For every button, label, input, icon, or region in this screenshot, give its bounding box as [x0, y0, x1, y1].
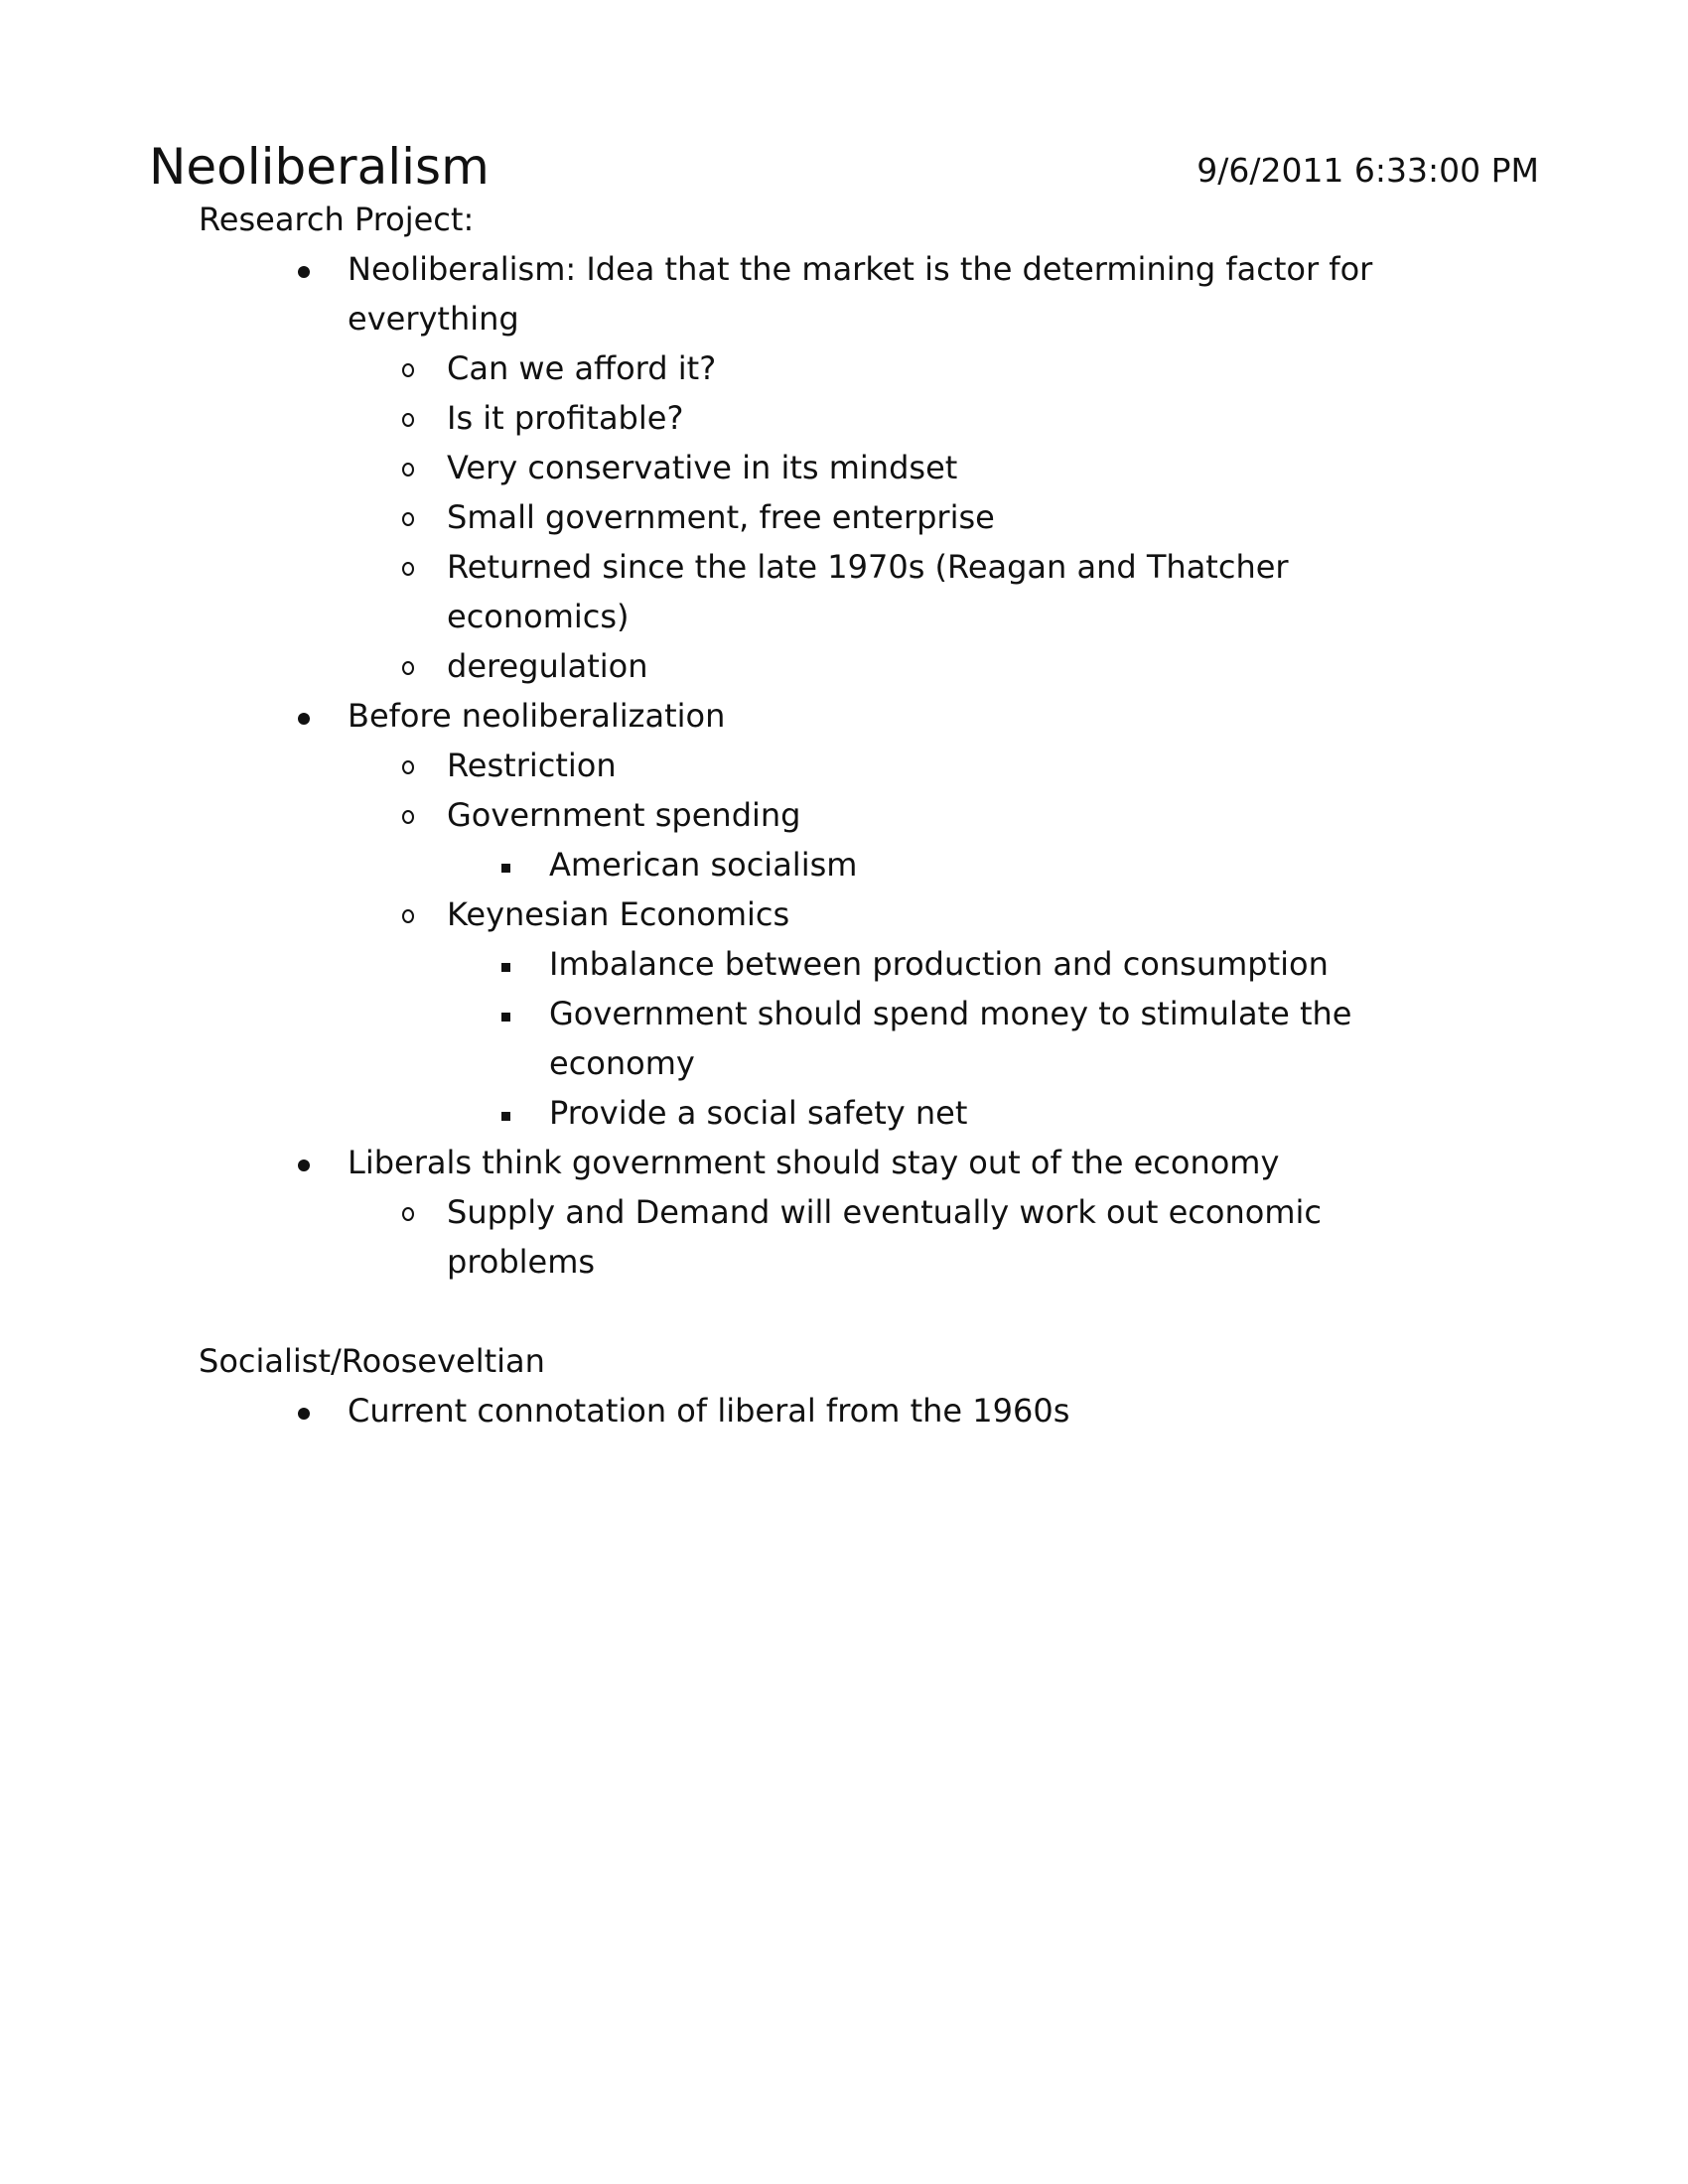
list-item-text: American socialism — [549, 846, 858, 884]
bullet-disc-icon — [298, 1138, 348, 1171]
list-item-text: Imbalance between production and consumption — [549, 945, 1329, 983]
bullet-circle-icon — [402, 542, 447, 576]
list-item-text: Current connotation of liberal from the 1960s — [348, 1392, 1070, 1430]
bullet-disc-icon — [298, 244, 348, 278]
list-item — [0, 343, 1688, 393]
list-item-text: Supply and Demand will eventually work out economic problems — [447, 1193, 1322, 1281]
list-item-text: Liberals think government should stay out of the economy — [348, 1144, 1280, 1181]
bullet-circle-icon — [402, 443, 447, 477]
bullet-circle-icon — [402, 889, 447, 923]
bullet-circle-icon — [402, 492, 447, 526]
bullet-circle-icon — [402, 1187, 447, 1221]
list-item-text: Before neoliberalization — [348, 697, 726, 735]
list-item-text: Government spending — [447, 796, 801, 834]
list-item-text: Can we afford it? — [447, 349, 717, 387]
bullet-circle-icon — [402, 343, 447, 377]
list-item-text: Is it profitable? — [447, 399, 684, 437]
list-item — [0, 1088, 1688, 1138]
page-timestamp: 9/6/2011 6:33:00 PM — [1196, 151, 1539, 190]
list-item — [0, 1187, 1688, 1287]
list-item — [0, 542, 1688, 641]
list-item — [0, 492, 1688, 542]
list-item-text: Government should spend money to stimulate the economy — [549, 995, 1352, 1082]
list-item — [0, 641, 1688, 691]
section-research-project — [0, 195, 1688, 1287]
bullet-square-icon — [501, 939, 549, 972]
bullet-disc-icon — [298, 1386, 348, 1420]
document-header — [149, 137, 1539, 197]
bullet-square-icon — [501, 989, 549, 1022]
list-item — [0, 1138, 1688, 1187]
bullet-circle-icon — [402, 741, 447, 774]
document-body — [0, 195, 1688, 1435]
list-item-text: Very conservative in its mindset — [447, 449, 958, 486]
list-item-text: deregulation — [447, 647, 648, 685]
page-title: Neoliberalism — [149, 138, 490, 196]
section-heading: Research Project: — [199, 201, 475, 238]
list-item — [0, 939, 1688, 989]
list-item — [0, 989, 1688, 1088]
list-item-text: Restriction — [447, 747, 617, 784]
list-item — [0, 244, 1688, 343]
bullet-square-icon — [501, 840, 549, 873]
bullet-square-icon — [501, 1088, 549, 1121]
bullet-circle-icon — [402, 641, 447, 675]
bullet-disc-icon — [298, 691, 348, 725]
list-item — [0, 741, 1688, 790]
list-item — [0, 840, 1688, 889]
list-item — [0, 443, 1688, 492]
list-item-text: Keynesian Economics — [447, 895, 790, 933]
list-item-text: Neoliberalism: Idea that the market is the determining factor for everything — [348, 250, 1373, 338]
list-item-text: Returned since the late 1970s (Reagan and Thatcher economics) — [447, 548, 1289, 635]
list-item-text: Provide a social safety net — [549, 1094, 968, 1132]
list-item — [0, 691, 1688, 741]
list-item — [0, 393, 1688, 443]
list-item — [0, 1386, 1688, 1435]
list-item — [0, 790, 1688, 840]
section-socialist-rooseveltian — [0, 1336, 1688, 1435]
bullet-circle-icon — [402, 790, 447, 824]
list-item — [0, 889, 1688, 939]
bullet-circle-icon — [402, 393, 447, 427]
list-item-text: Small government, free enterprise — [447, 498, 995, 536]
section-heading: Socialist/Rooseveltian — [199, 1342, 545, 1380]
